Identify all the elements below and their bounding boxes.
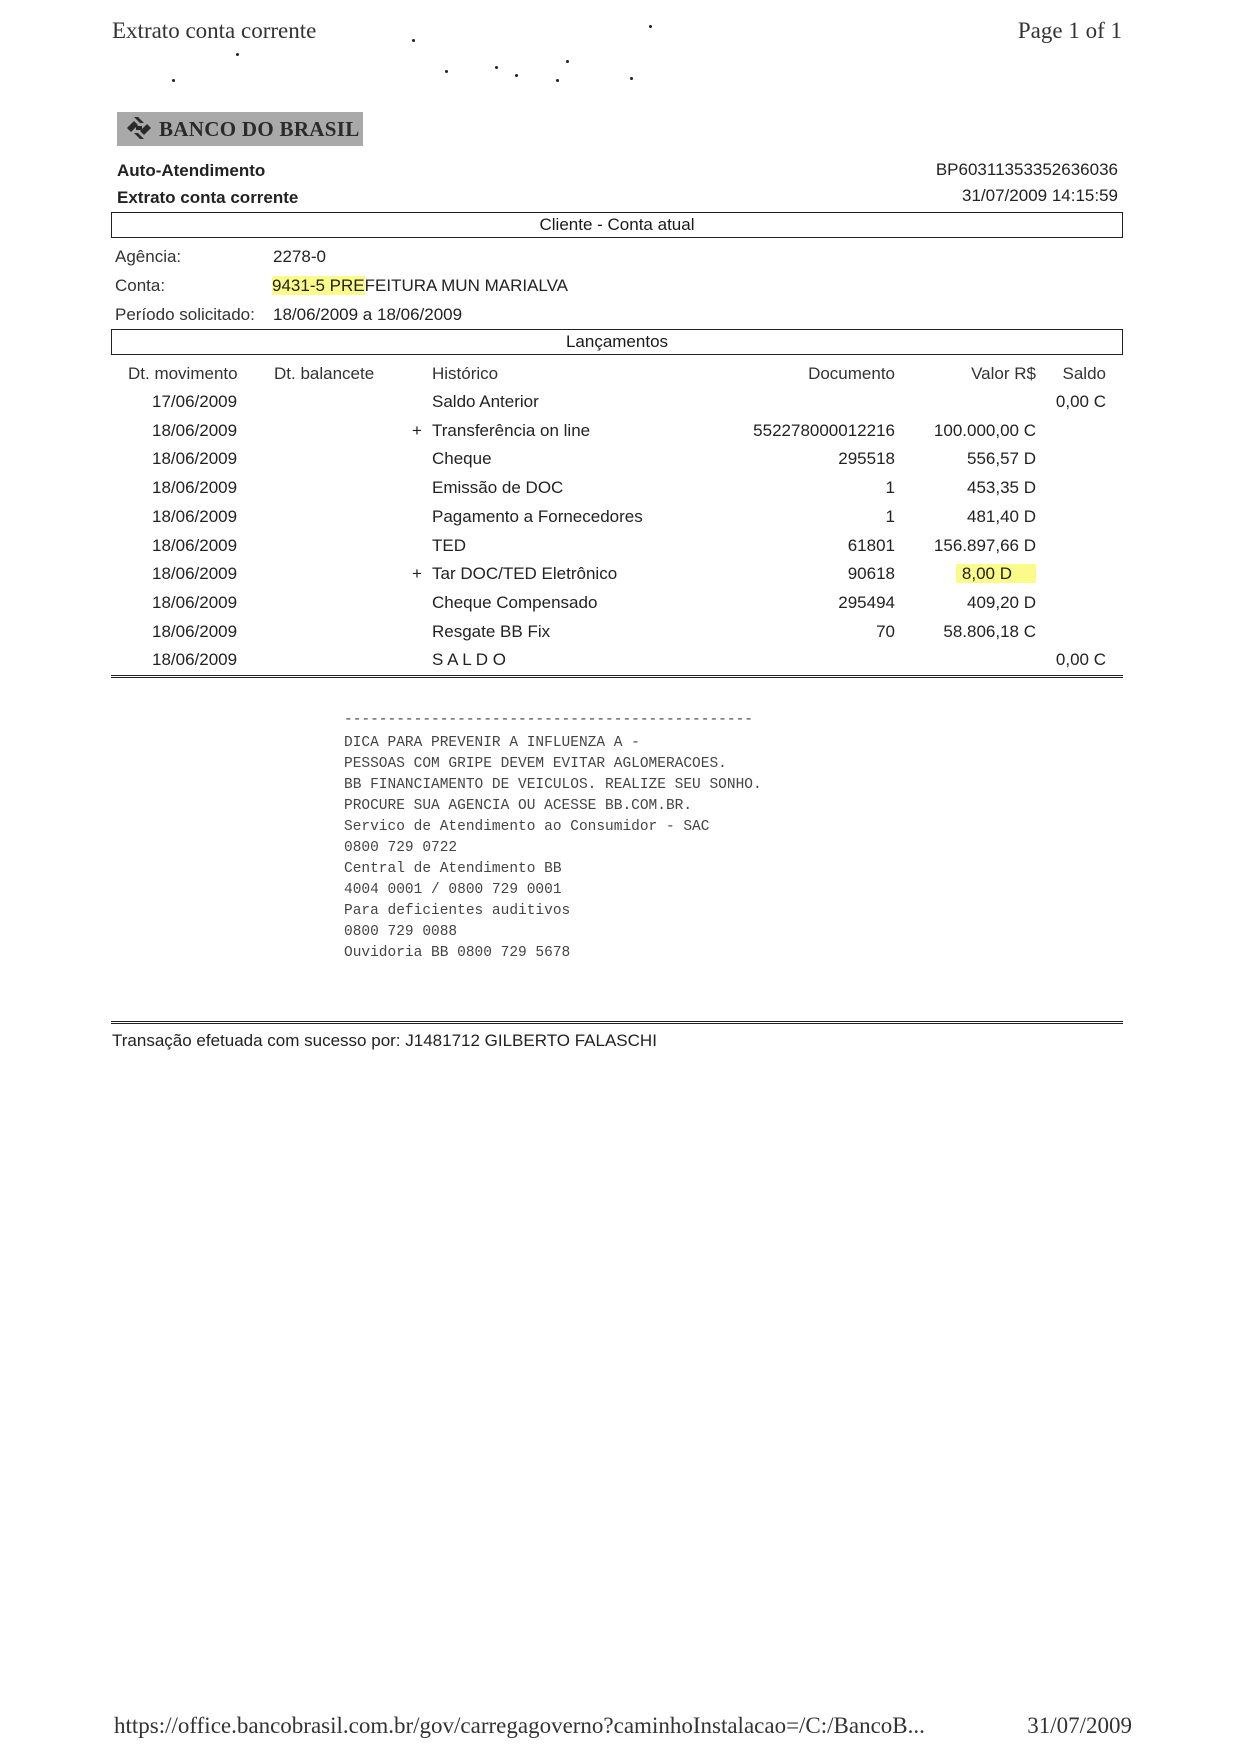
row-dt-movimento: 17/06/2009	[152, 392, 238, 411]
row-historico: Transferência on line	[432, 421, 591, 440]
notes-line: 0800 729 0088	[344, 924, 458, 940]
client-section-box	[111, 212, 1123, 238]
notes-line: Central de Atendimento BB	[344, 861, 562, 877]
notes-line: Ouvidoria BB 0800 729 5678	[344, 945, 571, 961]
row-historico: TED	[432, 536, 466, 555]
lancamentos-section-box	[111, 329, 1123, 355]
scan-speck	[566, 60, 569, 63]
notes-separator: -----------------------------------------------	[344, 712, 753, 728]
banco-do-brasil-logo-icon	[125, 115, 153, 148]
row-historico: Emissão de DOC	[432, 478, 564, 497]
row-dt-movimento: 18/06/2009	[152, 421, 238, 440]
client-section-title: Cliente - Conta atual	[539, 215, 695, 234]
valor-highlight: 8,00 D	[956, 564, 1036, 583]
row-valor: 409,20 D	[967, 593, 1036, 612]
scan-speck	[412, 39, 415, 42]
row-sign: +	[412, 564, 422, 583]
row-documento: 295494	[838, 593, 895, 612]
row-dt-movimento: 18/06/2009	[152, 449, 238, 468]
footer-rule	[111, 1021, 1123, 1024]
statement-type-label: Extrato conta corrente	[117, 188, 299, 207]
table-bottom-rule	[111, 675, 1123, 678]
row-dt-movimento: 18/06/2009	[152, 650, 238, 669]
lancamentos-title: Lançamentos	[565, 332, 669, 351]
row-historico: Tar DOC/TED Eletrônico	[432, 564, 618, 583]
row-dt-movimento: 18/06/2009	[152, 507, 238, 526]
row-historico: S A L D O	[432, 650, 507, 669]
document-id: BP60311353352636036	[935, 160, 1118, 179]
row-historico: Saldo Anterior	[432, 392, 539, 411]
notes-block	[344, 733, 762, 964]
row-valor	[880, 564, 1036, 584]
bank-logo-text: BANCO DO BRASIL	[159, 117, 360, 141]
col-documento: Documento	[808, 364, 895, 383]
print-footer-url: https://office.bancobrasil.com.br/gov/carregagoverno?caminhoInstalacao=/C:/BancoB...	[114, 1713, 925, 1738]
row-historico: Cheque Compensado	[432, 593, 598, 612]
row-documento: 295518	[838, 449, 895, 468]
bank-logo	[117, 112, 363, 146]
notes-line: Servico de Atendimento ao Consumidor - SAC	[344, 819, 710, 835]
transaction-footer: Transação efetuada com sucesso por: J1481712 GILBERTO FALASCHI	[112, 1031, 657, 1050]
row-valor: 453,35 D	[967, 478, 1036, 497]
row-documento: 1	[885, 507, 895, 526]
generated-timestamp: 31/07/2009 14:15:59	[962, 186, 1118, 205]
scan-speck	[172, 79, 175, 82]
row-documento: 90618	[847, 564, 895, 583]
scan-speck	[556, 79, 559, 82]
row-valor: 156.897,66 D	[933, 536, 1036, 555]
print-footer-date: 31/07/2009	[1027, 1713, 1132, 1738]
col-valor: Valor R$	[971, 364, 1036, 383]
row-documento: 1	[885, 478, 895, 497]
periodo-label: Período solicitado:	[115, 305, 255, 324]
notes-line: 4004 0001 / 0800 729 0001	[344, 882, 562, 898]
row-documento: 70	[876, 622, 895, 641]
scan-speck	[445, 70, 448, 73]
col-dt-movimento: Dt. movimento	[128, 364, 238, 383]
col-dt-balancete: Dt. balancete	[274, 364, 375, 383]
row-documento: 61801	[847, 536, 895, 555]
row-sign: +	[412, 421, 422, 440]
col-historico: Histórico	[432, 364, 499, 383]
agencia-value: 2278-0	[273, 247, 326, 266]
page-indicator: Page 1 of 1	[1017, 18, 1122, 43]
row-dt-movimento: 18/06/2009	[152, 478, 238, 497]
notes-line: 0800 729 0722	[344, 840, 458, 856]
periodo-value: 18/06/2009 a 18/06/2009	[273, 305, 463, 324]
notes-line: PESSOAS COM GRIPE DEVEM EVITAR AGLOMERACOES.	[344, 756, 727, 772]
row-valor: 58.806,18 C	[943, 622, 1036, 641]
row-dt-movimento: 18/06/2009	[152, 622, 238, 641]
row-dt-movimento: 18/06/2009	[152, 564, 238, 583]
conta-name: FEITURA MUN MARIALVA	[364, 276, 569, 295]
row-valor: 100.000,00 C	[933, 421, 1036, 440]
auto-atendimento-label: Auto-Atendimento	[117, 161, 266, 180]
col-saldo: Saldo	[1062, 364, 1106, 383]
conta-highlight: 9431-5 PRE	[272, 276, 365, 295]
row-documento: 552278000012216	[753, 421, 895, 440]
row-historico: Cheque	[432, 449, 492, 468]
row-saldo: 0,00 C	[1055, 392, 1106, 411]
row-dt-movimento: 18/06/2009	[152, 536, 238, 555]
scan-speck	[515, 74, 518, 77]
notes-line: Para deficientes auditivos	[344, 903, 571, 919]
print-header-title: Extrato conta corrente	[112, 18, 317, 43]
scan-speck	[495, 66, 498, 69]
agencia-label: Agência:	[115, 247, 182, 266]
conta-label: Conta:	[115, 276, 166, 295]
row-historico: Pagamento a Fornecedores	[432, 507, 643, 526]
row-valor: 481,40 D	[967, 507, 1036, 526]
notes-line: PROCURE SUA AGENCIA OU ACESSE BB.COM.BR.	[344, 798, 693, 814]
scan-speck	[236, 53, 239, 56]
scan-speck	[630, 77, 633, 80]
notes-line: DICA PARA PREVENIR A INFLUENZA A -	[344, 735, 640, 751]
conta-value	[272, 276, 568, 296]
row-dt-movimento: 18/06/2009	[152, 593, 238, 612]
notes-line: BB FINANCIAMENTO DE VEICULOS. REALIZE SEU SONHO.	[344, 777, 762, 793]
row-valor: 556,57 D	[967, 449, 1036, 468]
row-saldo: 0,00 C	[1055, 650, 1106, 669]
scan-speck	[649, 25, 652, 28]
row-historico: Resgate BB Fix	[432, 622, 551, 641]
